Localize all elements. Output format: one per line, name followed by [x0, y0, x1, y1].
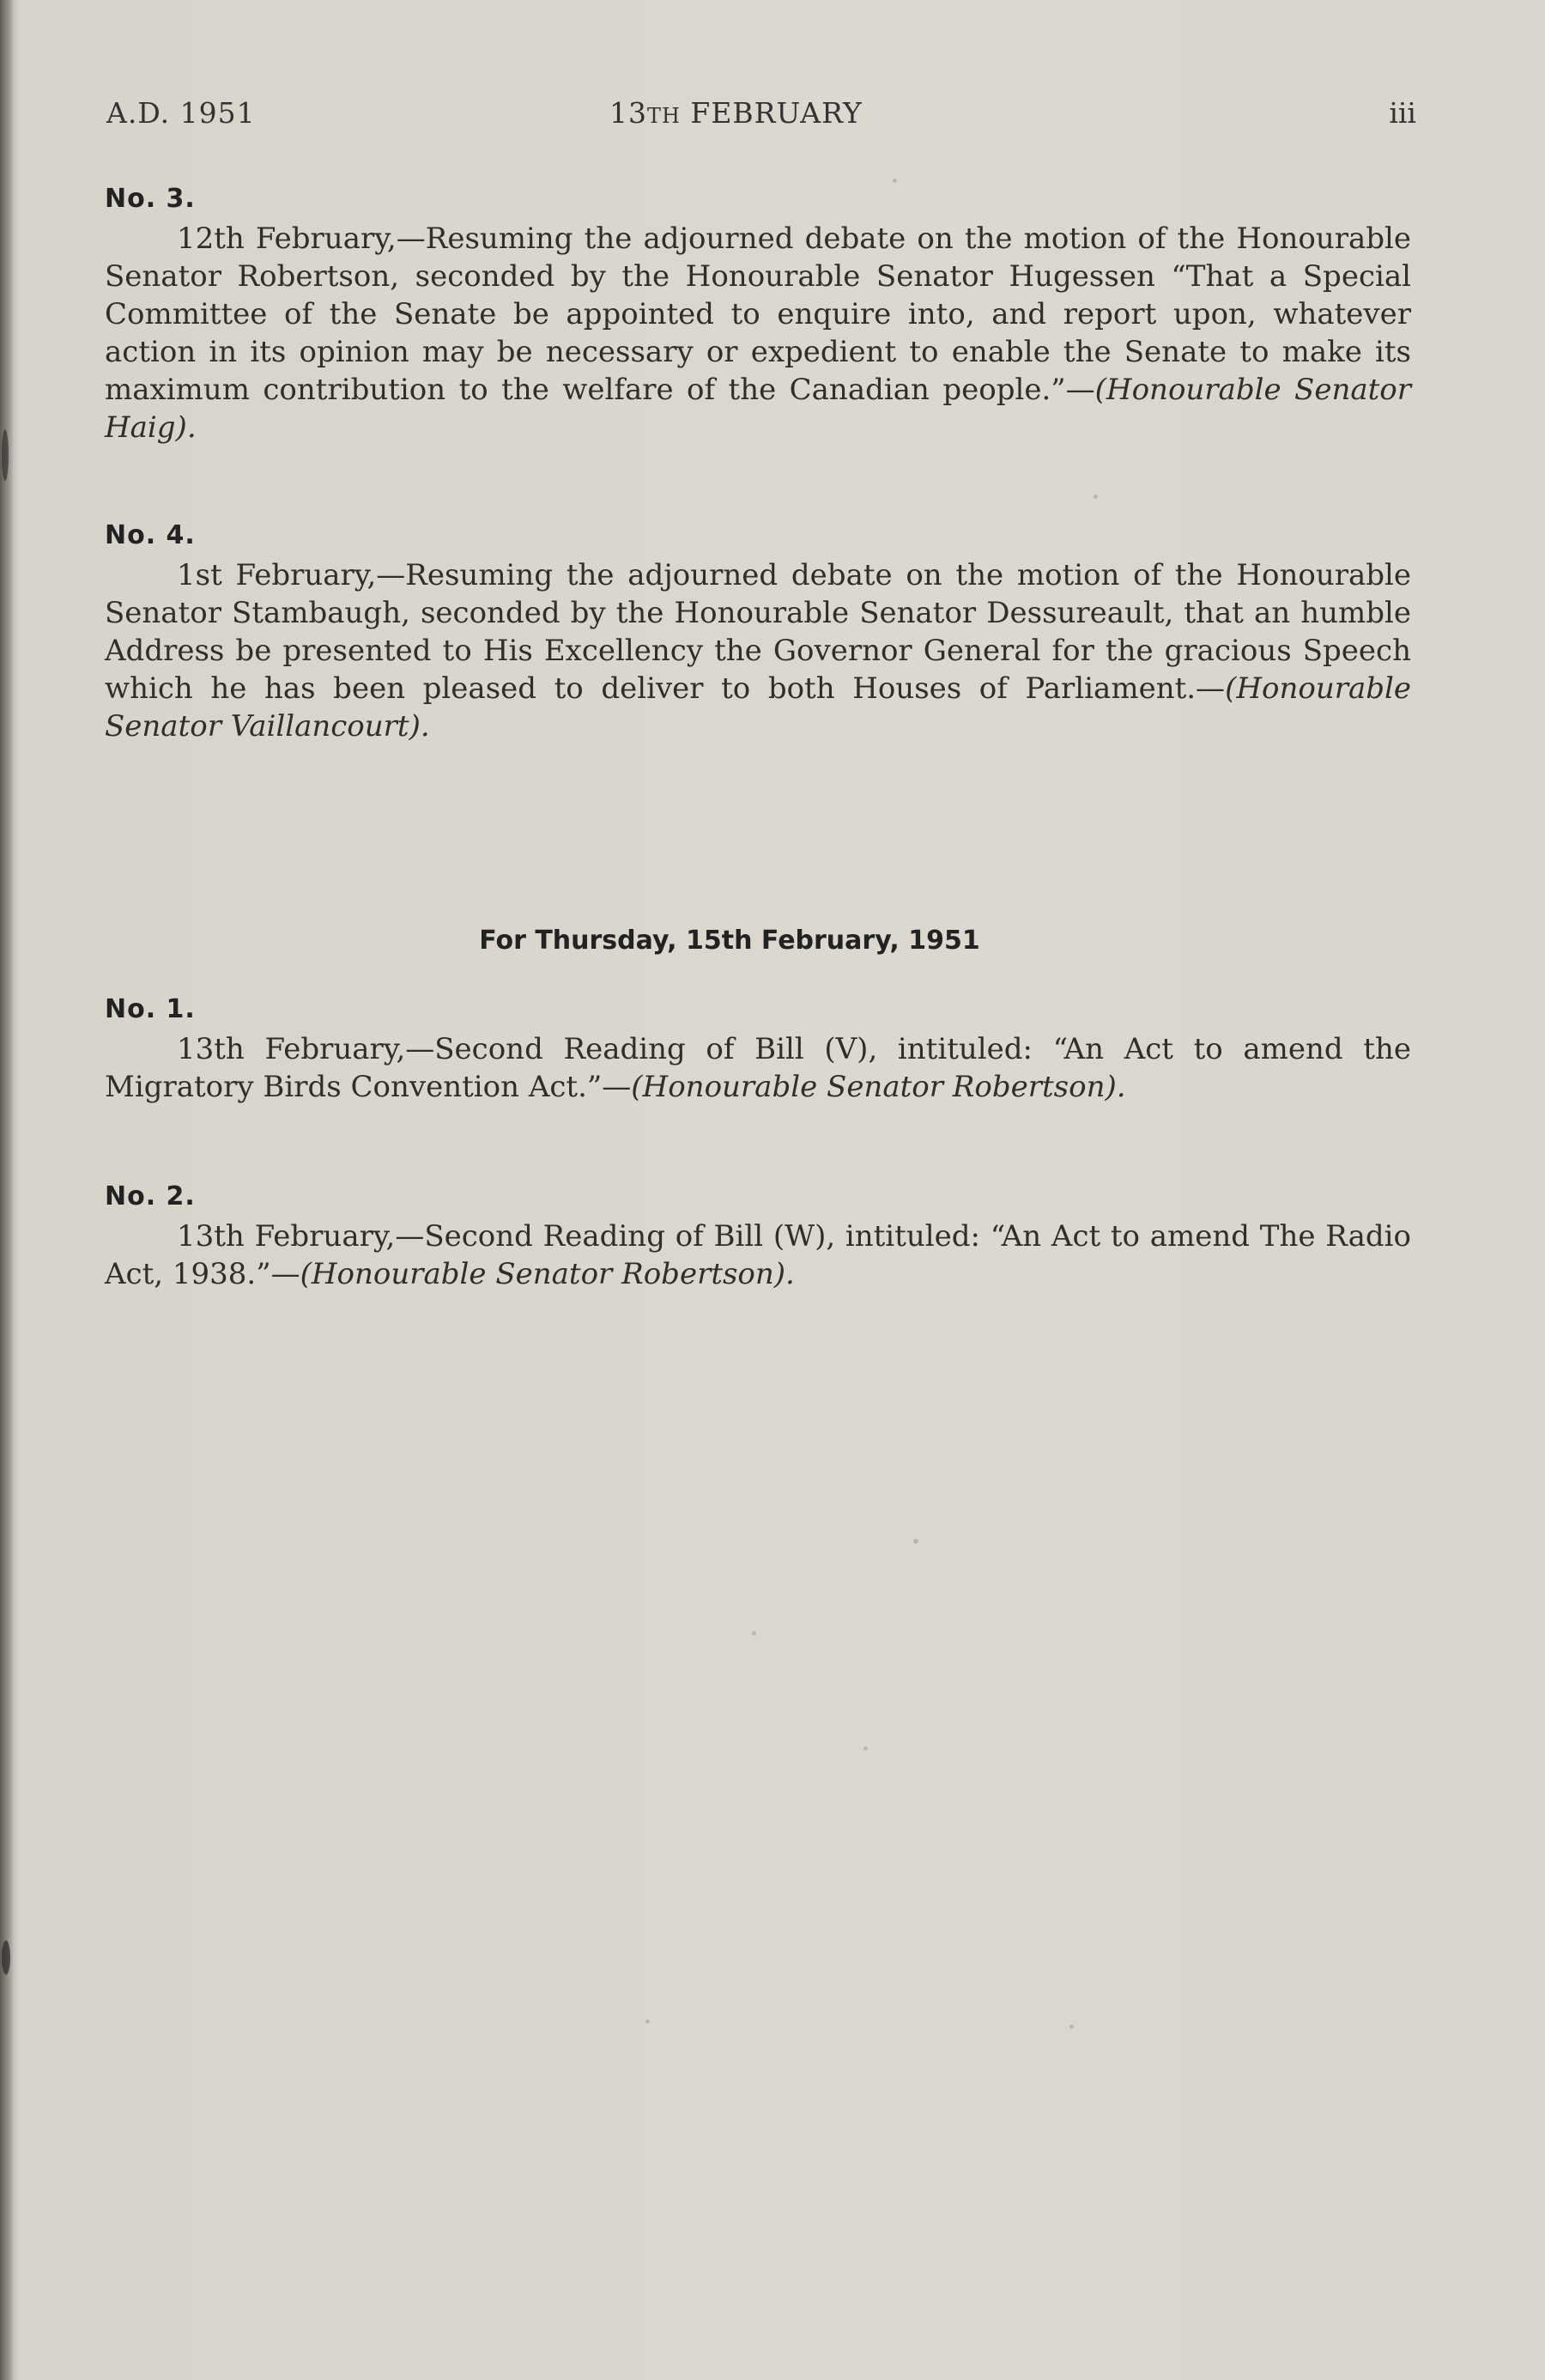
- book-spine-edge: [0, 0, 14, 2380]
- item-number: No. 2.: [105, 1181, 196, 1211]
- item-body: 13th February,—Second Reading of Bill (W), intituled: “An Act to amend The Radio Act, 1938.”—: [105, 1219, 1411, 1291]
- paper-speck: [1094, 495, 1098, 499]
- item-body: 13th February,—Second Reading of Bill (V), intituled: “An Act to amend the Migratory Birds Convention Act.”—: [105, 1032, 1411, 1104]
- running-head-month: FEBRUARY: [680, 96, 863, 130]
- order-item: [105, 517, 1411, 745]
- item-text: [105, 220, 1411, 446]
- paper-speck: [752, 1631, 756, 1636]
- page-number: iii: [1389, 96, 1416, 130]
- running-head-year: A.D. 1951: [106, 96, 256, 130]
- item-mover: (Honourable Senator Robertson).: [631, 1070, 1126, 1104]
- item-text: [105, 1030, 1411, 1106]
- item-number: No. 4.: [105, 520, 196, 550]
- paper-speck: [1069, 2025, 1074, 2029]
- order-item: [105, 991, 1411, 1106]
- paper-speck: [645, 2019, 650, 2024]
- item-text: [105, 556, 1411, 745]
- item-body: 1st February,—Resuming the adjourned debate on the motion of the Honourable Senator Stambaugh, seconded by the Honourable Senator Dessureault, that an humble Address be presented to His Excellency the Governor General for the gracious Speech which he has been pleased to deliver to both Houses of Parliament.—: [105, 558, 1411, 706]
- paper-speck: [863, 1746, 868, 1751]
- item-number: No. 1.: [105, 994, 196, 1024]
- order-item: [105, 1178, 1411, 1293]
- item-text: [105, 1217, 1411, 1293]
- order-item: [105, 180, 1411, 446]
- paper-speck: [893, 179, 897, 183]
- paper-speck: [2, 1940, 10, 1975]
- item-body: 12th February,—Resuming the adjourned debate on the motion of the Honourable Senator Robertson, seconded by the Honourable Senator Hugessen “That a Special Committee of the Senate be appointed to enquire into, and report upon, whatever action in its opinion may be necessary or expedient to enable the Senate to make its maximum contribution to the welfare of the Canadian people.”—: [105, 222, 1411, 407]
- running-head-day: 13: [609, 96, 647, 130]
- running-head: [106, 96, 1416, 139]
- paper-speck: [2, 429, 9, 481]
- section-heading: For Thursday, 15th February, 1951: [479, 926, 980, 956]
- item-mover: (Honourable Senator Robertson).: [300, 1257, 795, 1291]
- running-head-day-suffix: TH: [647, 104, 681, 128]
- item-number: No. 3.: [105, 184, 196, 214]
- item-mover: (Honourable Senator Haig).: [105, 373, 1411, 445]
- paper-speck: [913, 1539, 918, 1544]
- running-head-date: [609, 96, 863, 130]
- item-mover: (Honourable Senator Vaillancourt).: [105, 671, 1411, 744]
